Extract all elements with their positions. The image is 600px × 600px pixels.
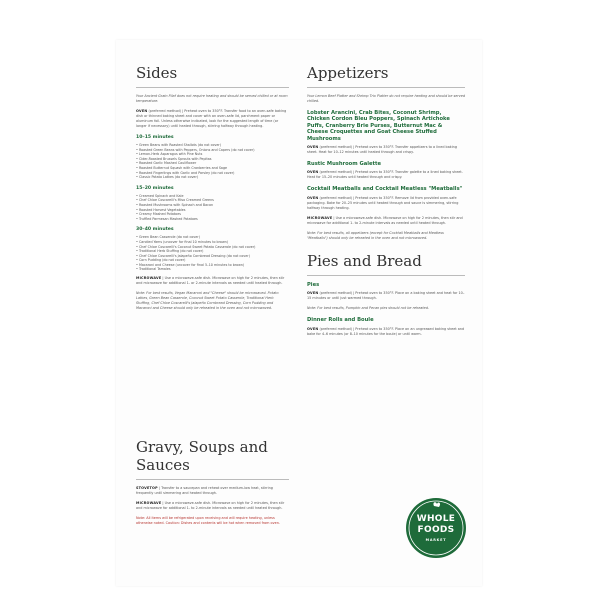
gravy-microwave-instructions [136,501,289,511]
sides-group-10-15 [136,135,289,180]
logo-line3: MARKET [425,538,447,542]
sides-group-15-20 [136,186,289,222]
list-item: • Roasted Green Beans with Peppers, Onions and Capers (do not cover) [136,148,289,153]
sides-oven-instructions [136,109,289,129]
oven-text: (preferred method) | Preheat oven to 350°F. Remove lid from provided oven-safe packaging. Bake for 20–25 minutes until heated through and sauce is simmering, stirring halfway through heating. [307,195,459,210]
list-item: • Traditional Tamales [136,267,289,272]
gravy-stovetop-instructions [136,486,289,496]
pies-title: Pies and Bread [307,251,422,270]
appetizer-item-title: Cocktail Meatballs and Cocktail Meatless "Meatballs" [307,186,463,193]
gravy-stovetop-label: STOVETOP [136,486,158,490]
appetizers-microwave-label: MICROWAVE [307,215,333,220]
appetizers-microwave-text: | Use a microwave-safe dish. Microwave on high for 2 minutes, then stir and microwave for additional 1- to 2-minute intervals as needed until heated through. [307,215,463,225]
list-item: • Chef Chloe Coscarelli's Jalapeño Cornbread Dressing (do not cover) [136,254,289,259]
left-column [136,64,289,316]
group-list [136,194,289,222]
sides-oven-text: (preferred method) | Preheat oven to 350°F. Transfer food to an oven-safe baking dish or thinned baking sheet and cover with an oven-safe lid, parchment paper or aluminum foil. Unless otherwise indicated, look for the suggested length of time (or longer if necessary) until heated through, stirring halfway through heating. [136,109,287,128]
appetizer-oven-instructions [307,170,465,180]
gravy-rule [136,479,289,480]
sides-microwave-text: | Use a microwave-safe dish. Microwave on high for 2 minutes, then stir and microwave for additional 1- or 2-minute intervals as needed until heated through. [136,276,285,286]
oven-text: (preferred method) | Preheat oven to 350°F. Transfer appetizers to a lined baking sheet. Heat for 10–12 minutes until heated through and crispy. [307,145,457,155]
sides-microwave-label: MICROWAVE [136,276,162,281]
whole-foods-logo [406,498,466,558]
logo-line2: FOODS [417,525,455,535]
sides-microwave-instructions [136,276,289,286]
list-item: • Roasted Fingerlings with Garlic and Parsley (do not cover) [136,171,289,176]
sides-group-30-40 [136,227,289,272]
gravy-title: Gravy, Soups and Sauces [136,438,268,474]
rolls-oven-instructions [307,327,465,337]
list-item: • Roasted Harvest Vegetables [136,208,289,213]
appetizers-microwave-instructions [307,216,465,226]
rolls-item-title: Dinner Rolls and Boule [307,317,374,324]
oven-label: OVEN [307,291,319,296]
list-item: • Roasted Mushrooms with Spinach and Bacon [136,203,289,208]
list-item: • Classic Potato Latkes (do not cover) [136,175,289,180]
list-item: • Traditional Herb Stuffing (do not cover) [136,249,289,254]
gravy-microwave-label: MICROWAVE [136,501,162,505]
sides-rule [136,87,289,88]
group-list [136,235,289,272]
appetizers-rule [307,87,465,88]
pies-oven-instructions [307,291,465,301]
appetizers-intro: Your Lemon Beef Platter and Shrimp Trio Platter do not require heating and should be served chilled. [307,94,465,103]
list-item: • Candied Yams (uncover for final 10 minutes to brown) [136,240,289,245]
appetizers-note: Note: For best results, all appetizers (except for Cocktail Meatballs and Meatless "Meatballs") should only be reheated in the oven and not microwaved. [307,230,444,240]
group-heading: 15–20 minutes [136,185,174,191]
reheating-instructions-sheet [116,40,482,586]
pies-note: Note: For best results, Pumpkin and Pecan pies should not be reheated. [307,306,430,311]
oven-label: OVEN [307,170,319,175]
oven-text: (preferred method) | Preheat oven to 350°F. Place on a baking sheet and heat for 10–15 minutes or until just warmed through. [307,291,465,301]
group-heading: 30–40 minutes [136,227,174,233]
group-list [136,143,289,180]
list-item: • Macaroni and Cheese (uncover for final 5–10 minutes to brown) [136,263,289,268]
sides-intro: Your Ancient Grain Pilaf does not require heating and should be served chilled or at room temperature. [136,94,288,103]
right-column [307,64,465,342]
sides-note: Note: For best results, Vegan Macaroni and "Cheese" should be microwaved. Potato Latkes, Green Bean Casserole, Coconut Sweet Potato Casserole, Traditional Herb Stuffing, Chef Chloe Coscarelli's Jalapeño Cornbread Dressing, Corn Pudding and Macaroni and Cheese should only be reheated in the oven and not microwaved. [136,291,279,311]
list-item: • Roasted Garlic Mashed Cauliflower [136,161,289,166]
list-item: • Corn Pudding (do not cover) [136,258,289,263]
oven-label: OVEN [307,145,319,150]
logo-line1: WHOLE [416,514,456,524]
oven-text: (preferred method) | Preheat oven to 350°F. Transfer galette to a lined baking sheet. Heat for 15–20 minutes until heated through and crispy. [307,170,463,180]
oven-label: OVEN [307,326,319,331]
list-item: • Creamed Spinach and Kale [136,194,289,199]
appetizer-oven-instructions [307,145,465,155]
group-heading: 10–15 minutes [136,135,174,140]
appetizer-item-title: Lobster Arancini, Crab Bites, Coconut Shrimp, Chicken Cordon Bleu Poppers, Spinach Artichoke Puffs, Cranberry Brie Purses, Butternut Mac & Cheese Croquettes and Goat Cheese Stuffed Mushrooms [307,110,450,142]
appetizers-title: Appetizers [307,64,389,82]
list-item: • Green Bean Casserole (do not cover) [136,235,289,240]
gravy-microwave-text: | Use a microwave-safe dish. Microwave on high for 2 minutes, then stir and microwave for additional 1- to 2-minute intervals as needed until heated through. [136,501,285,510]
list-item: • Cider-Roasted Brussels Sprouts with Pepitas [136,157,289,162]
list-item: • Roasted Butternut Squash with Cranberries and Sage [136,166,289,171]
oven-text: (preferred method) | Preheat oven to 350°F. Place on an ungreased baking sheet and bake for 4–6 minutes (or 8–10 minutes for the boule) or until warm. [307,326,465,336]
gravy-stovetop-text: | Transfer to a saucepan and reheat over medium-low heat, stirring frequently until simmering and heated through. [136,486,273,495]
list-item: • Creamy Mashed Potatoes [136,212,289,217]
list-item: • Chef Chloe Coscarelli's Coconut Sweet Potato Casserole (do not cover) [136,245,289,250]
pies-item-title: Pies [307,281,320,288]
caution-note: Note: All items will be refrigerated upon receiving and will require heating, unless otherwise noted. Caution: Dishes and contents will be hot when removed from oven. [136,516,280,525]
oven-label: OVEN [307,195,319,200]
list-item: • Green Beans with Roasted Shallots (do not cover) [136,143,289,148]
list-item: • Lemon-Herb Asparagus with Pine Nuts [136,152,289,157]
list-item: • Truffled Parmesan Mashed Potatoes [136,217,289,222]
pies-rule [307,275,465,276]
appetizer-oven-instructions [307,196,465,211]
list-item: • Chef Chloe Coscarelli's Miso Creamed Greens [136,198,289,203]
sides-oven-label: OVEN [136,109,148,113]
gravy-section [136,438,289,531]
sides-title: Sides [136,64,178,82]
appetizer-item-title: Rustic Mushroom Galette [307,161,381,168]
